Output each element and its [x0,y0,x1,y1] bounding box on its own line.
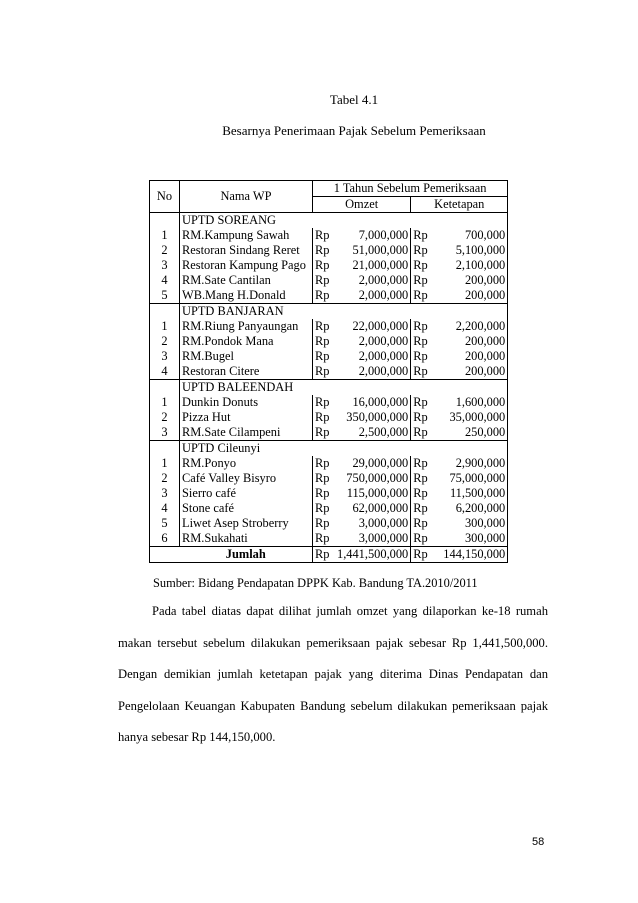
ketetapan-currency: Rp [411,288,434,304]
omzet-currency: Rp [315,516,330,530]
omzet-currency: Rp [315,334,330,348]
header-group: 1 Tahun Sebelum Pemeriksaan [313,181,508,197]
row-name: RM.Riung Panyaungan [180,319,313,334]
section-title: UPTD Cileunyi [180,441,508,457]
section-row [150,304,508,320]
header-omzet: Omzet [313,197,411,213]
body-paragraph [118,596,548,754]
row-name: Restoran Citere [180,364,313,380]
omzet-currency: Rp [315,456,330,470]
table-row [150,364,508,380]
omzet-currency: Rp [313,288,336,304]
row-number: 2 [150,410,180,425]
ketetapan-currency: Rp [413,258,428,272]
tax-revenue-table [149,180,508,563]
row-omzet: 7,000,000 [335,228,411,243]
row-ketetapan: 250,000 [433,425,508,441]
section-row [150,213,508,229]
row-ketetapan: 200,000 [433,364,508,380]
section-title: UPTD SOREANG [180,213,508,229]
row-omzet: 21,000,000 [335,258,411,273]
total-label: Jumlah [180,547,313,563]
row-omzet: 2,500,000 [335,425,411,441]
row-omzet: 350,000,000 [335,410,411,425]
table-row [150,456,508,471]
ketetapan-currency: Rp [413,243,428,257]
row-ketetapan: 200,000 [433,273,508,288]
row-name: Dunkin Donuts [180,395,313,410]
omzet-currency: Rp [315,258,330,272]
total-no-cell [150,547,180,563]
row-number: 1 [150,395,180,410]
row-ketetapan: 6,200,000 [433,501,508,516]
row-name: RM.Bugel [180,349,313,364]
table-header-row [150,181,508,197]
ketetapan-currency: Rp [411,364,434,380]
row-ketetapan: 700,000 [433,228,508,243]
row-name: Restoran Kampung Pago [180,258,313,273]
row-ketetapan: 2,100,000 [433,258,508,273]
row-ketetapan: 2,900,000 [433,456,508,471]
ketetapan-currency: Rp [413,319,428,333]
row-number: 5 [150,516,180,531]
row-ketetapan: 200,000 [433,334,508,349]
row-name: RM.Sate Cantilan [180,273,313,288]
source-note: Sumber: Bidang Pendapatan DPPK Kab. Bandung TA.2010/2011 [153,576,478,590]
omzet-currency: Rp [315,486,330,500]
omzet-currency: Rp [315,410,330,424]
row-number: 3 [150,486,180,501]
ketetapan-currency: Rp [413,349,428,363]
row-omzet: 2,000,000 [335,273,411,288]
ketetapan-currency: Rp [413,395,428,409]
row-name: Stone café [180,501,313,516]
row-name: RM.Sukahati [180,531,313,547]
ketetapan-currency: Rp [413,334,428,348]
row-name: Restoran Sindang Reret [180,243,313,258]
row-number: 4 [150,273,180,288]
row-number: 2 [150,243,180,258]
row-name: RM.Pondok Mana [180,334,313,349]
table-row [150,319,508,334]
table-row [150,228,508,243]
omzet-currency: Rp [315,395,330,409]
ketetapan-currency: Rp [411,425,434,441]
ketetapan-currency: Rp [413,273,428,287]
row-omzet: 2,000,000 [335,334,411,349]
table-row [150,349,508,364]
row-omzet: 115,000,000 [335,486,411,501]
omzet-currency: Rp [315,349,330,363]
table-row [150,516,508,531]
paragraph-text: Pada tabel diatas dapat dilihat jumlah omzet yang dilaporkan ke-18 rumah makan tersebut sebelum dilakukan pemeriksaan pajak sebesar Rp 1,441,500,000. Dengan demikian jumlah ketetapan pajak yang diterima Dinas Pendapatan dan Pengelolaan Keuangan Kabupaten Bandung sebelum dilakukan pemeriksaan pajak hanya sebesar Rp 144,150,000. [118,604,548,744]
table-subtitle: Besarnya Penerimaan Pajak Sebelum Pemeriksaan [222,123,486,138]
row-ketetapan: 1,600,000 [433,395,508,410]
page-number: 58 [532,836,545,848]
row-name: Café Valley Bisyro [180,471,313,486]
header-no: No [150,181,180,213]
row-ketetapan: 200,000 [433,349,508,364]
ketetapan-currency: Rp [413,516,428,530]
header-name: Nama WP [180,181,313,213]
row-name: Liwet Asep Stroberry [180,516,313,531]
table-row [150,288,508,304]
row-ketetapan: 300,000 [433,531,508,547]
row-omzet: 22,000,000 [335,319,411,334]
row-number: 1 [150,228,180,243]
table-row [150,471,508,486]
section-row [150,380,508,396]
section-no-cell [150,380,180,396]
row-omzet: 2,000,000 [335,364,411,380]
omzet-currency: Rp [313,531,336,547]
omzet-currency: Rp [315,319,330,333]
row-ketetapan: 35,000,000 [433,410,508,425]
ketetapan-currency: Rp [413,456,428,470]
row-omzet: 3,000,000 [335,531,411,547]
row-ketetapan: 300,000 [433,516,508,531]
row-number: 5 [150,288,180,304]
ketetapan-currency: Rp [413,501,428,515]
row-number: 1 [150,319,180,334]
row-omzet: 16,000,000 [335,395,411,410]
table-row [150,273,508,288]
header-ketetapan: Ketetapan [411,197,508,213]
row-number: 3 [150,258,180,273]
row-number: 1 [150,456,180,471]
table-row [150,410,508,425]
row-ketetapan: 5,100,000 [433,243,508,258]
ketetapan-currency: Rp [413,228,428,242]
row-ketetapan: 75,000,000 [433,471,508,486]
ketetapan-currency: Rp [413,486,428,500]
omzet-currency: Rp [315,273,330,287]
omzet-currency: Rp [315,471,330,485]
table-row [150,486,508,501]
row-name: Pizza Hut [180,410,313,425]
row-name: WB.Mang H.Donald [180,288,313,304]
table-row [150,531,508,547]
ketetapan-currency: Rp [413,471,428,485]
row-name: RM.Ponyo [180,456,313,471]
omzet-currency: Rp [313,425,336,441]
row-omzet: 51,000,000 [335,243,411,258]
row-name: RM.Sate Cilampeni [180,425,313,441]
row-number: 2 [150,334,180,349]
row-number: 2 [150,471,180,486]
table-row [150,425,508,441]
row-omzet: 2,000,000 [335,288,411,304]
section-title: UPTD BALEENDAH [180,380,508,396]
table-row [150,243,508,258]
row-omzet: 3,000,000 [335,516,411,531]
row-omzet: 2,000,000 [335,349,411,364]
omzet-currency: Rp [315,501,330,515]
row-omzet: 750,000,000 [335,471,411,486]
row-number: 3 [150,425,180,441]
row-name: RM.Kampung Sawah [180,228,313,243]
ketetapan-currency: Rp [413,410,428,424]
section-no-cell [150,304,180,320]
table-row [150,395,508,410]
total-ketetapan: 144,150,000 [433,547,508,563]
section-no-cell [150,213,180,229]
row-number: 6 [150,531,180,547]
row-number: 3 [150,349,180,364]
table-row [150,334,508,349]
total-row [150,547,508,563]
section-title: UPTD BANJARAN [180,304,508,320]
ketetapan-currency: Rp [411,531,434,547]
omzet-currency: Rp [315,243,330,257]
row-ketetapan: 200,000 [433,288,508,304]
total-omzet-currency: Rp [313,547,336,563]
row-omzet: 29,000,000 [335,456,411,471]
row-name: Sierro café [180,486,313,501]
row-ketetapan: 11,500,000 [433,486,508,501]
table-row [150,501,508,516]
table-title: Tabel 4.1 [329,92,379,107]
table-row [150,258,508,273]
row-number: 4 [150,364,180,380]
row-number: 4 [150,501,180,516]
total-ketetapan-currency: Rp [411,547,434,563]
omzet-currency: Rp [315,228,330,242]
section-no-cell [150,441,180,457]
row-omzet: 62,000,000 [335,501,411,516]
section-row [150,441,508,457]
total-omzet: 1,441,500,000 [335,547,411,563]
omzet-currency: Rp [313,364,336,380]
row-ketetapan: 2,200,000 [433,319,508,334]
